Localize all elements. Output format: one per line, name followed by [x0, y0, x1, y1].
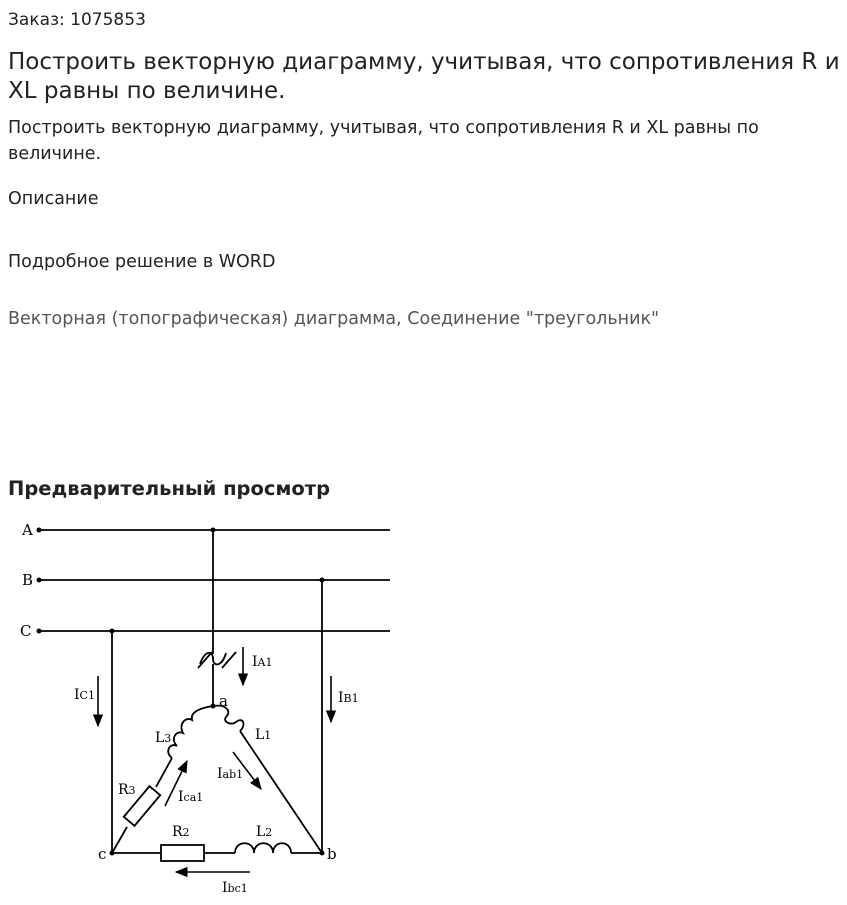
terminal-C-dot: [37, 629, 42, 634]
terminal-A-dot: [37, 528, 42, 533]
label-IC1: IC1: [74, 687, 95, 703]
phase-B-label: B: [22, 571, 34, 589]
phase-A-label: A: [22, 521, 33, 539]
terminal-B-dot: [37, 578, 42, 583]
coil-L2: [235, 843, 291, 853]
node-c-dot: [110, 851, 115, 856]
description-heading: Описание: [8, 189, 99, 209]
junction-B-dot: [320, 578, 325, 583]
circuit-diagram: [0, 505, 420, 900]
label-IB1: IB1: [338, 690, 359, 706]
label-IA1: IA1: [252, 654, 273, 670]
preview-heading: Предварительный просмотр: [8, 477, 331, 500]
node-a-dot: [211, 704, 216, 709]
label-L2: L2: [256, 824, 273, 840]
task-description: Построить векторную диаграмму, учитывая, что сопротивления R и XL равны по величине.: [8, 118, 759, 164]
node-b-label: b: [327, 845, 337, 863]
word-solution-note: Подробное решение в WORD: [8, 252, 276, 272]
order-number: Заказ: 1075853: [8, 10, 146, 30]
node-a-label: a: [219, 692, 228, 710]
wire-ab: [240, 731, 322, 853]
wire-R3-L3: [156, 758, 172, 787]
label-Ibc1: Ibc1: [222, 880, 248, 896]
page-title: Построить векторную диаграмму, учитывая, что сопротивления R и XL равны по величине.: [8, 49, 840, 104]
wire-c-R3: [112, 827, 127, 853]
phase-C-label: C: [20, 622, 32, 640]
tags-line: Векторная (топографическая) диаграмма, Соединение "треугольник": [8, 309, 660, 329]
fuse-symbol: [200, 653, 226, 665]
junction-C-dot: [110, 629, 115, 634]
junction-A-dot: [211, 528, 216, 533]
coil-L1: [213, 706, 243, 731]
label-Iab1: Iab1: [217, 766, 244, 782]
label-R3: R3: [118, 782, 136, 798]
node-b-dot: [320, 851, 325, 856]
coil-L3: [168, 706, 213, 758]
label-Ica1: Ica1: [178, 789, 204, 805]
node-c-label: c: [98, 845, 107, 863]
label-L1: L1: [255, 727, 272, 743]
label-L3: L3: [155, 730, 172, 746]
resistor-R2: [161, 845, 204, 861]
label-R2: R2: [172, 824, 190, 840]
